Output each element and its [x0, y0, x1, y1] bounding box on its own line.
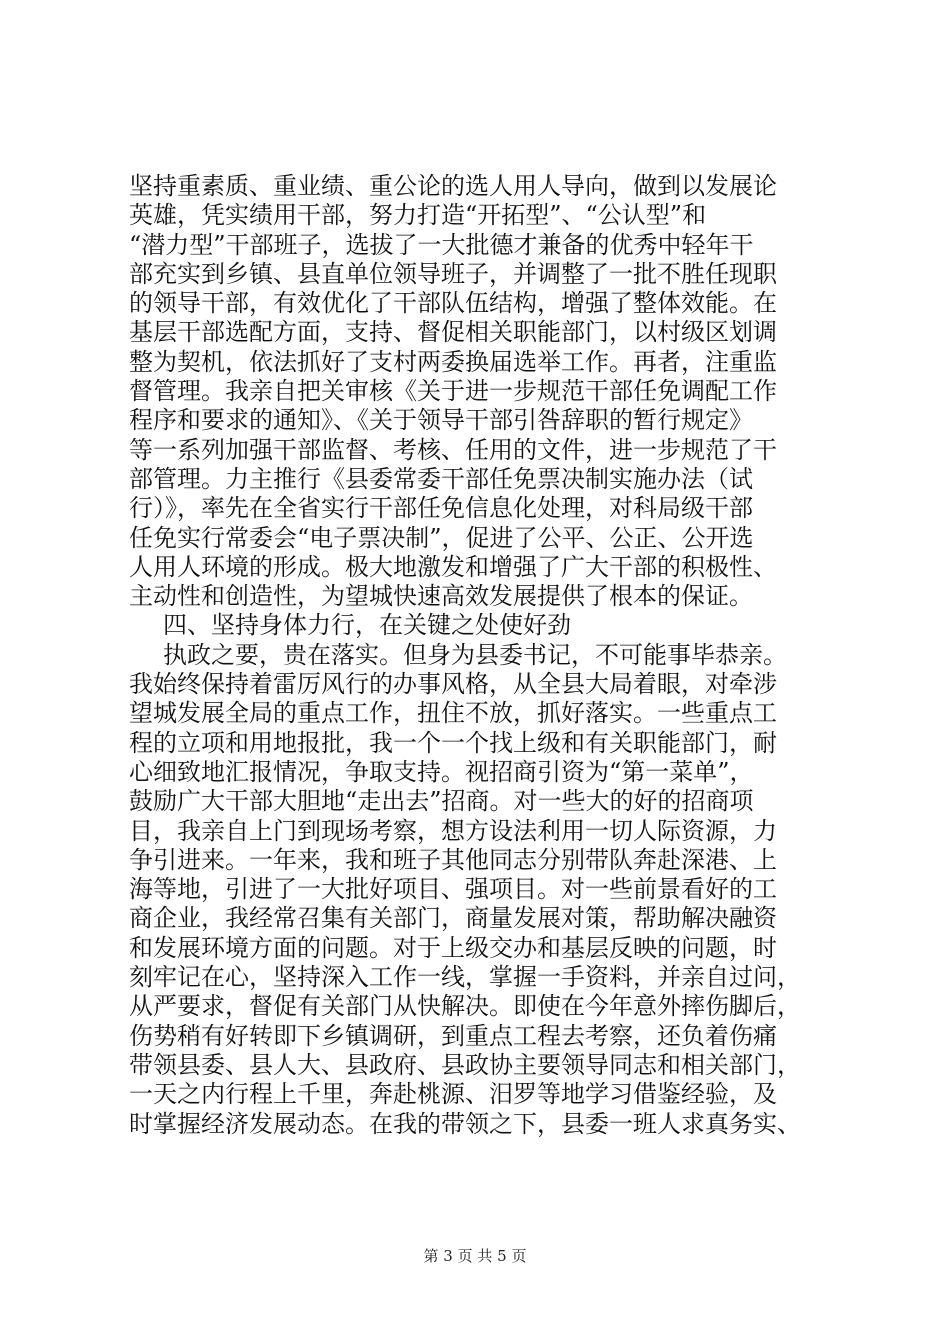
text-line: 英雄，凭实绩用干部，努力打造“开拓型”、“公认型”和 — [129, 201, 707, 230]
text-line: 我始终保持着雷厉风行的办事风格，从全县大局着眼，对牵涉 — [129, 670, 777, 699]
text-line: 主动性和创造性，为望城快速高效发展提供了根本的保证。 — [129, 582, 753, 611]
text-line: 鼓励广大干部大胆地“走出去”招商。对一些大的好的招商项 — [129, 787, 754, 816]
text-line: 一天之内行程上千里，奔赴桃源、汨罗等地学习借鉴经验，及 — [129, 1080, 777, 1109]
text-line: 基层干部选配方面，支持、督促相关职能部门，以村级区划调 — [129, 318, 777, 347]
text-line: “潜力型”干部班子，选拔了一大批德才兼备的优秀中轻年干 — [129, 230, 754, 259]
text-line: 程的立项和用地报批，我一个一个找上级和有关职能部门，耐 — [129, 728, 777, 757]
paragraph-implementation — [129, 641, 849, 1139]
text-line: 整为契机，依法抓好了支村两委换届选举工作。再者，注重监 — [129, 347, 777, 376]
text-line: 程序和要求的通知》、《关于领导干部引咎辞职的暂行规定》 — [129, 406, 753, 435]
text-line: 行）》，率先在全省实行干部任免信息化处理，对科局级干部 — [129, 494, 753, 523]
text-line: 部充实到乡镇、县直单位领导班子，并调整了一批不胜任现职 — [129, 259, 777, 288]
section-heading: 四、坚持身体力行，在关键之处使好劲 — [163, 611, 571, 640]
text-line: 海等地，引进了一大批好项目、强项目。对一些前景看好的工 — [129, 875, 777, 904]
text-line: 的领导干部，有效优化了干部队伍结构，增强了整体效能。在 — [129, 289, 777, 318]
text-line: 心细致地汇报情况，争取支持。视招商引资为“第一菜单”， — [129, 757, 754, 786]
text-line: 目，我亲自上门到现场考察，想方设法利用一切人际资源，力 — [129, 816, 777, 845]
text-line: 任免实行常委会“电子票决制”，促进了公平、公正、公开选 — [129, 523, 754, 552]
text-line: 督管理。我亲自把关审核《关于进一步规范干部任免调配工作 — [129, 377, 777, 406]
text-line: 执政之要，贵在落实。但身为县委书记，不可能事毕恭亲。 — [163, 640, 787, 669]
body-text — [129, 172, 849, 1139]
text-line: 商企业，我经常召集有关部门，商量发展对策，帮助解决融资 — [129, 904, 777, 933]
text-line: 坚持重素质、重业绩、重公论的选人用人导向，做到以发展论 — [129, 172, 777, 200]
text-line: 和发展环境方面的问题。对于上级交办和基层反映的问题，时 — [129, 933, 777, 962]
text-line: 人用人环境的形成。极大地激发和增强了广大干部的积极性、 — [129, 552, 777, 581]
text-line: 争引进来。一年来，我和班子其他同志分别带队奔赴深港、上 — [129, 845, 777, 874]
text-line: 等一系列加强干部监督、考核、任用的文件，进一步规范了干 — [129, 435, 777, 464]
text-line: 部管理。力主推行《县委常委干部任免票决制实施办法（试 — [129, 464, 753, 493]
text-line: 带领县委、县人大、县政府、县政协主要领导同志和相关部门， — [129, 1050, 801, 1079]
text-line: 望城发展全局的重点工作，扭住不放，抓好落实。一些重点工 — [129, 699, 777, 728]
page-number: 第 3 页 共 5 页 — [423, 1247, 527, 1265]
paragraph-selection-work — [129, 172, 849, 611]
text-line: 时掌握经济发展动态。在我的带领之下，县委一班人求真务实、 — [129, 1109, 801, 1138]
text-line: 从严要求，督促有关部门从快解决。即使在今年意外摔伤脚后， — [129, 992, 801, 1021]
text-line: 刻牢记在心，坚持深入工作一线，掌握一手资料，并亲自过问， — [129, 963, 801, 992]
text-line: 伤势稍有好转即下乡镇调研，到重点工程去考察，还负着伤痛 — [129, 1021, 777, 1050]
page-footer — [0, 1245, 950, 1266]
